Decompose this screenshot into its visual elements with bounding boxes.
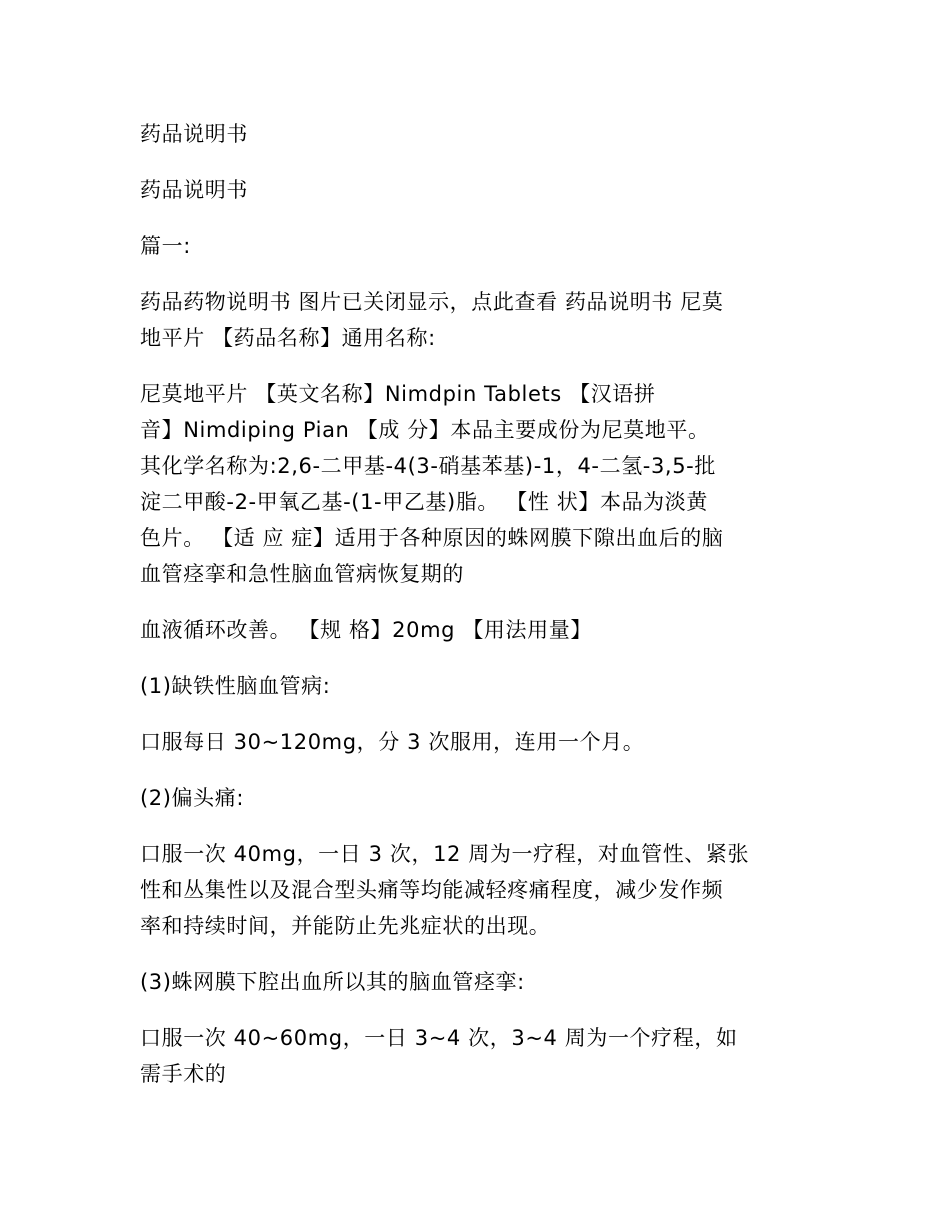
text-line: 其化学名称为:2,6-二甲基-4(3-硝基苯基)-1，4-二氢-3,5-批 [140, 454, 716, 478]
usage-item-text [140, 836, 810, 944]
text-line: 口服每日 30~120mg，分 3 次服用，连用一个月。 [140, 730, 645, 754]
text-line: 篇一: [140, 234, 191, 258]
text-line: 口服一次 40mg，一日 3 次，12 周为一疗程，对血管性、紧张 [140, 842, 750, 866]
doc-subtitle [140, 172, 810, 208]
spec-paragraph [140, 612, 810, 648]
text-line: 地平片 【药品名称】通用名称: [140, 326, 436, 350]
text-line: (3)蛛网膜下腔出血所以其的脑血管痉挛: [140, 970, 525, 994]
document-body [140, 116, 810, 1112]
text-line: 淀二甲酸-2-甲氧乙基-(1-甲乙基)脂。 【性 状】本品为淡黄 [140, 490, 708, 514]
usage-item-heading [140, 964, 810, 1000]
text-line: (2)偏头痛: [140, 786, 245, 810]
usage-item-text [140, 1020, 810, 1092]
text-line: 音】Nimdiping Pian 【成 分】本品主要成份为尼莫地平。 [140, 418, 710, 442]
text-line: 尼莫地平片 【英文名称】Nimdpin Tablets 【汉语拼 [140, 382, 656, 406]
text-line: 血管痉挛和急性脑血管病恢复期的 [140, 562, 464, 586]
section-heading [140, 228, 810, 264]
usage-item-heading [140, 668, 810, 704]
text-line: 血液循环改善。 【规 格】20mg 【用法用量】 [140, 618, 592, 642]
doc-title [140, 116, 810, 152]
text-line: 药品说明书 [140, 122, 248, 146]
text-line: 药品药物说明书 图片已关闭显示，点此查看 药品说明书 尼莫 [140, 290, 724, 314]
text-line: 药品说明书 [140, 178, 248, 202]
text-line: 口服一次 40~60mg，一日 3~4 次，3~4 周为一个疗程，如 [140, 1026, 738, 1050]
text-line: 性和丛集性以及混合型头痛等均能减轻疼痛程度，减少发作频 [140, 878, 724, 902]
usage-item-heading [140, 780, 810, 816]
usage-item-text [140, 724, 810, 760]
intro-paragraph [140, 284, 810, 356]
text-line: 率和持续时间，并能防止先兆症状的出现。 [140, 914, 551, 938]
text-line: (1)缺铁性脑血管病: [140, 674, 331, 698]
text-line: 需手术的 [140, 1062, 227, 1086]
drug-info-paragraph [140, 376, 810, 592]
text-line: 色片。 【适 应 症】适用于各种原因的蛛网膜下隙出血后的脑 [140, 526, 724, 550]
